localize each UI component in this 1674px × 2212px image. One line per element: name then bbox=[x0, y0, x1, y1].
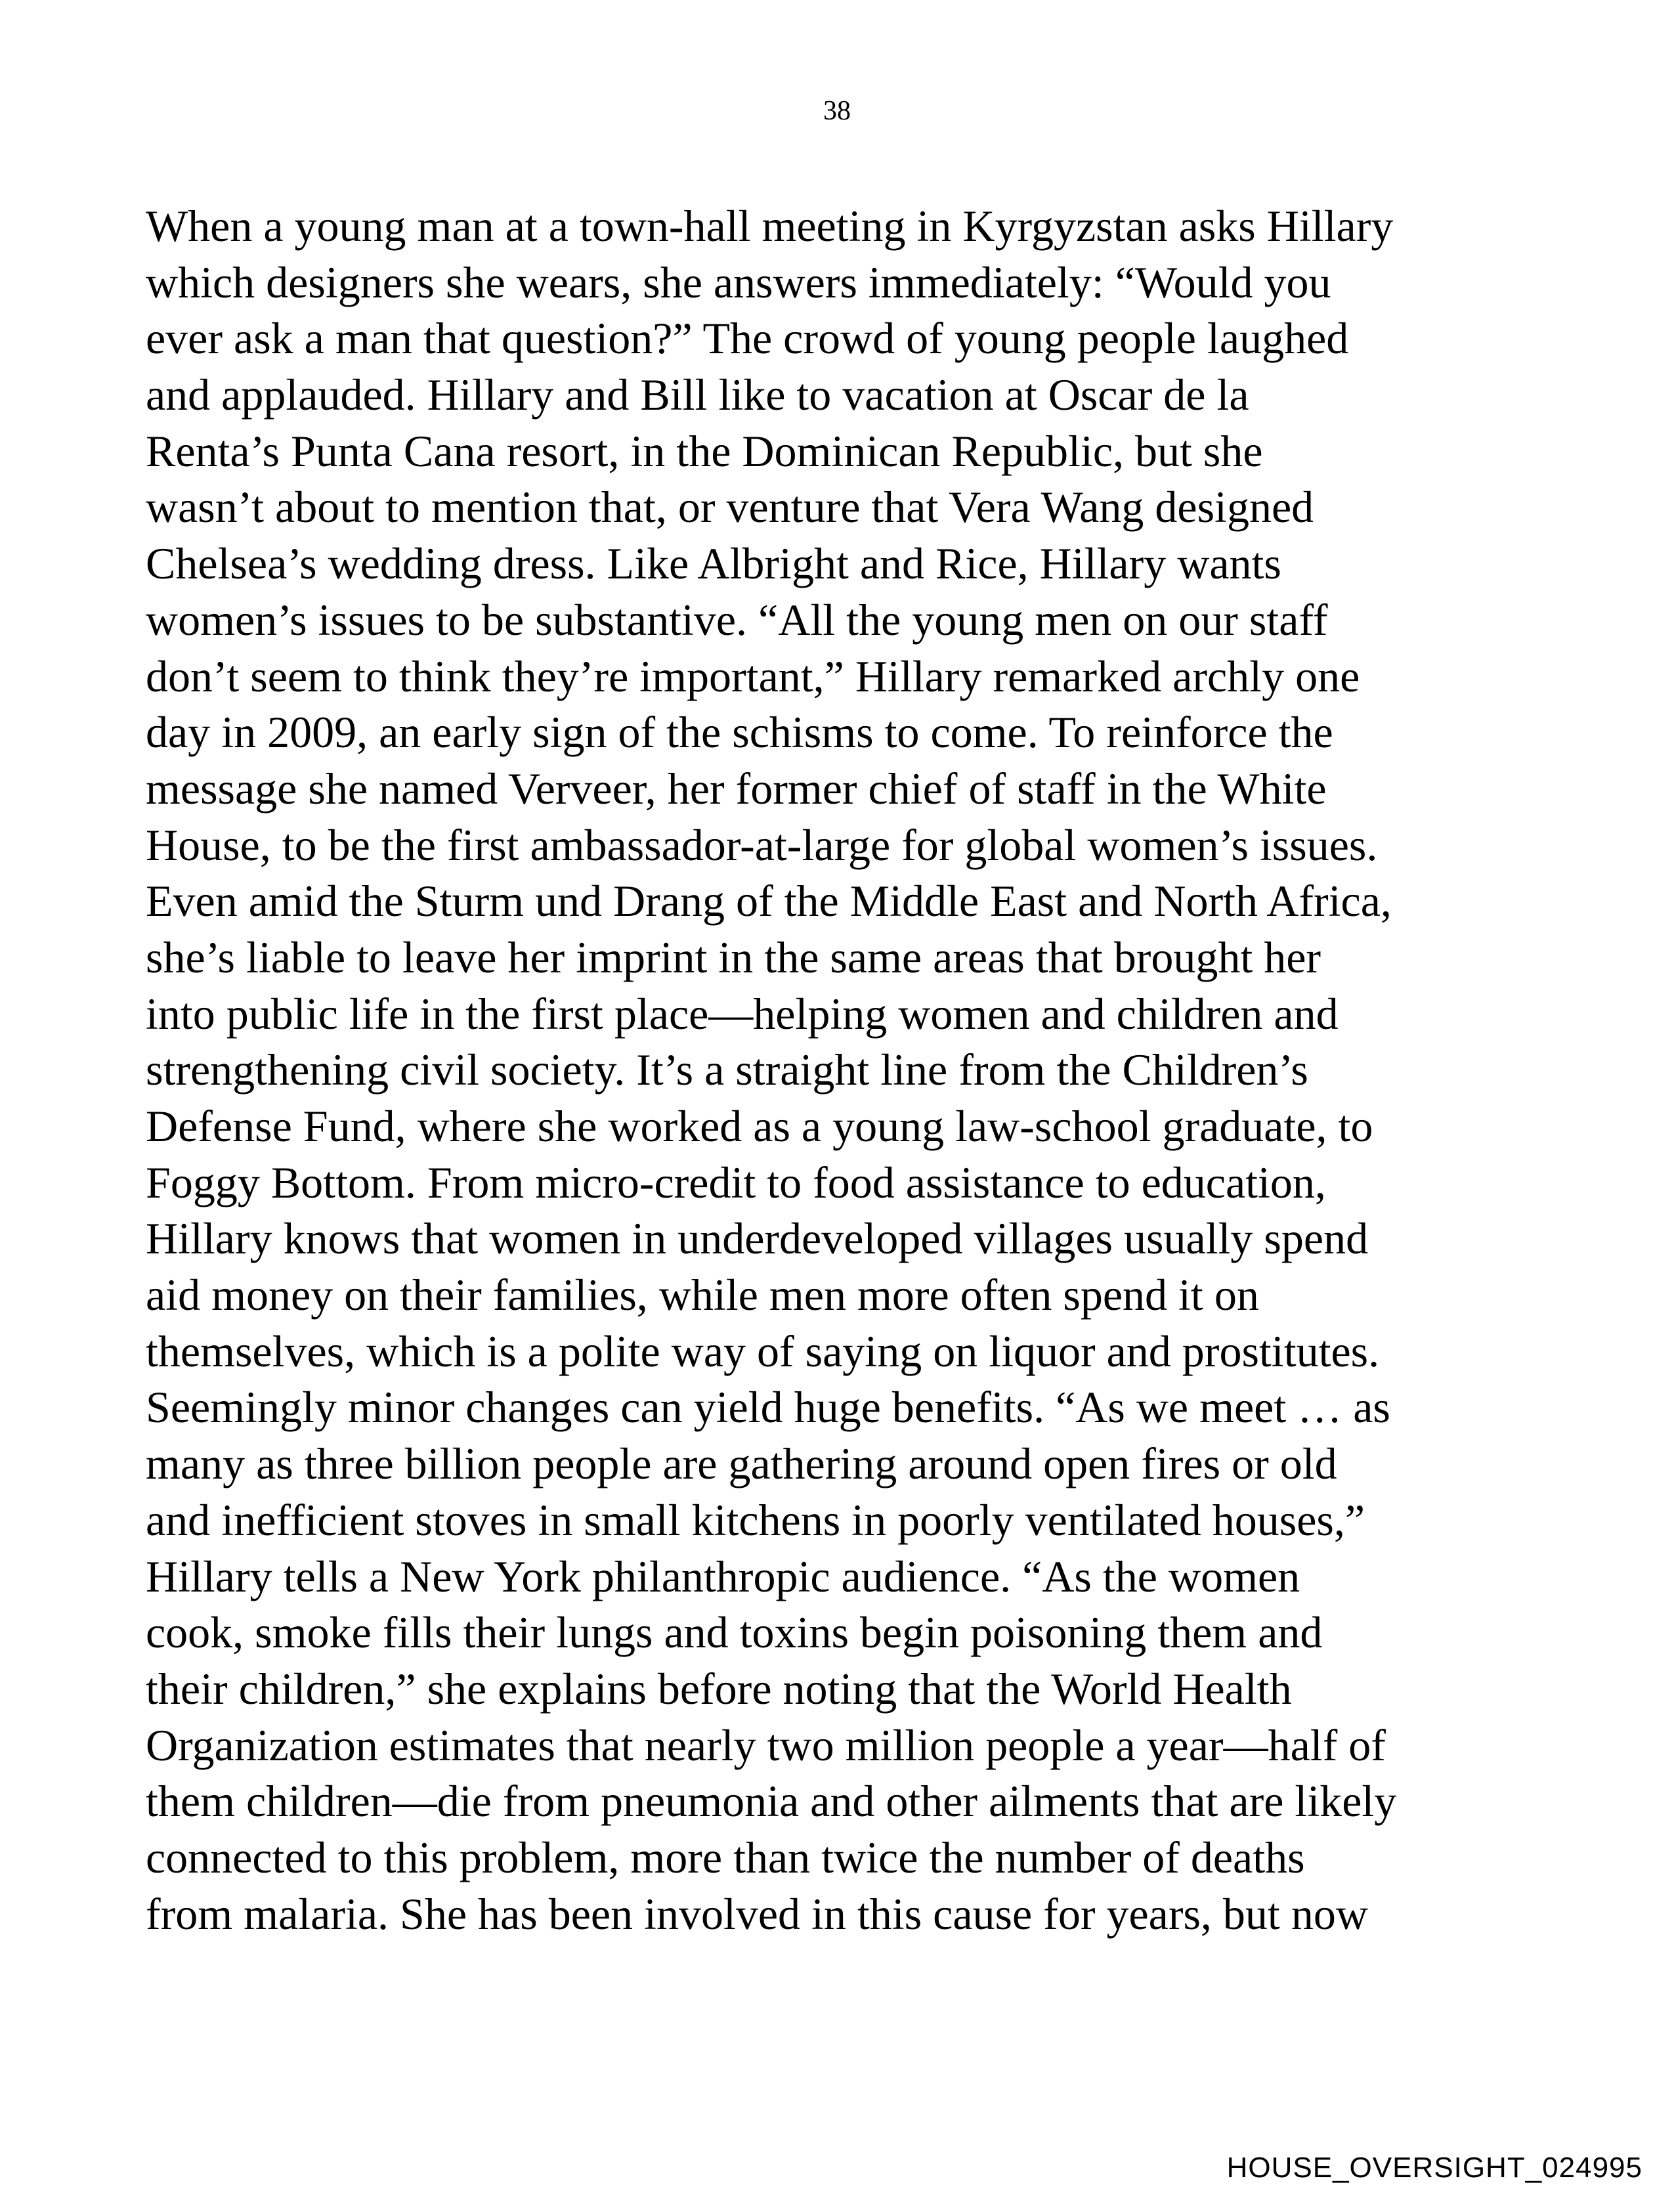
text-line: Chelsea’s wedding dress. Like Albright and Rice, Hillary wants bbox=[146, 538, 1281, 589]
text-line: women’s issues to be substantive. “All the young men on our staff bbox=[146, 594, 1328, 645]
text-line: House, to be the first ambassador-at-large for global women’s issues. bbox=[146, 819, 1378, 870]
text-line: Hillary tells a New York philanthropic audience. “As the women bbox=[146, 1551, 1300, 1601]
text-line: Foggy Bottom. From micro-credit to food assistance to education, bbox=[146, 1157, 1326, 1207]
text-line: day in 2009, an early sign of the schisms to come. To reinforce the bbox=[146, 707, 1333, 758]
text-line: and inefficient stoves in small kitchens in poorly ventilated houses,” bbox=[146, 1494, 1365, 1545]
text-line: aid money on their families, while men more often spend it on bbox=[146, 1270, 1259, 1320]
text-line: don’t seem to think they’re important,” Hillary remarked archly one bbox=[146, 651, 1360, 701]
text-line: and applauded. Hillary and Bill like to vacation at Oscar de la bbox=[146, 370, 1249, 420]
text-line: ever ask a man that question?” The crowd of young people laughed bbox=[146, 313, 1349, 364]
text-line: wasn’t about to mention that, or venture that Vera Wang designed bbox=[146, 482, 1314, 532]
text-line: strengthening civil society. It’s a straight line from the Children’s bbox=[146, 1045, 1308, 1095]
text-line: themselves, which is a polite way of saying on liquor and prostitutes. bbox=[146, 1326, 1380, 1376]
text-line: them children—die from pneumonia and other ailments that are likely bbox=[146, 1776, 1397, 1827]
text-line: Hillary knows that women in underdeveloped villages usually spend bbox=[146, 1213, 1369, 1264]
text-line: from malaria. She has been involved in this cause for years, but now bbox=[146, 1888, 1368, 1939]
text-line: she’s liable to leave her imprint in the same areas that brought her bbox=[146, 932, 1321, 982]
text-line: which designers she wears, she answers immediately: “Would you bbox=[146, 257, 1331, 307]
body-paragraph bbox=[146, 198, 1557, 1942]
text-line: Organization estimates that nearly two million people a year—half of bbox=[146, 1720, 1386, 1770]
text-line: Even amid the Sturm und Drang of the Middle East and North Africa, bbox=[146, 876, 1392, 926]
text-line: many as three billion people are gathering around open fires or old bbox=[146, 1439, 1337, 1489]
text-line: Defense Fund, where she worked as a young law-school graduate, to bbox=[146, 1101, 1373, 1151]
text-line: cook, smoke fills their lungs and toxins begin poisoning them and bbox=[146, 1607, 1323, 1658]
text-line: Renta’s Punta Cana resort, in the Dominican Republic, but she bbox=[146, 425, 1263, 476]
text-line: Seemingly minor changes can yield huge benefits. “As we meet … as bbox=[146, 1382, 1390, 1433]
text-line: into public life in the first place—helping women and children and bbox=[146, 988, 1339, 1039]
page-number: 38 bbox=[823, 96, 851, 126]
document-id-stamp: HOUSE_OVERSIGHT_024995 bbox=[1226, 2152, 1642, 2184]
text-line: connected to this problem, more than twice the number of deaths bbox=[146, 1832, 1305, 1882]
text-line: their children,” she explains before noting that the World Health bbox=[146, 1663, 1292, 1714]
text-line: When a young man at a town-hall meeting in Kyrgyzstan asks Hillary bbox=[146, 201, 1394, 251]
text-line: message she named Verveer, her former chief of staff in the White bbox=[146, 763, 1327, 813]
